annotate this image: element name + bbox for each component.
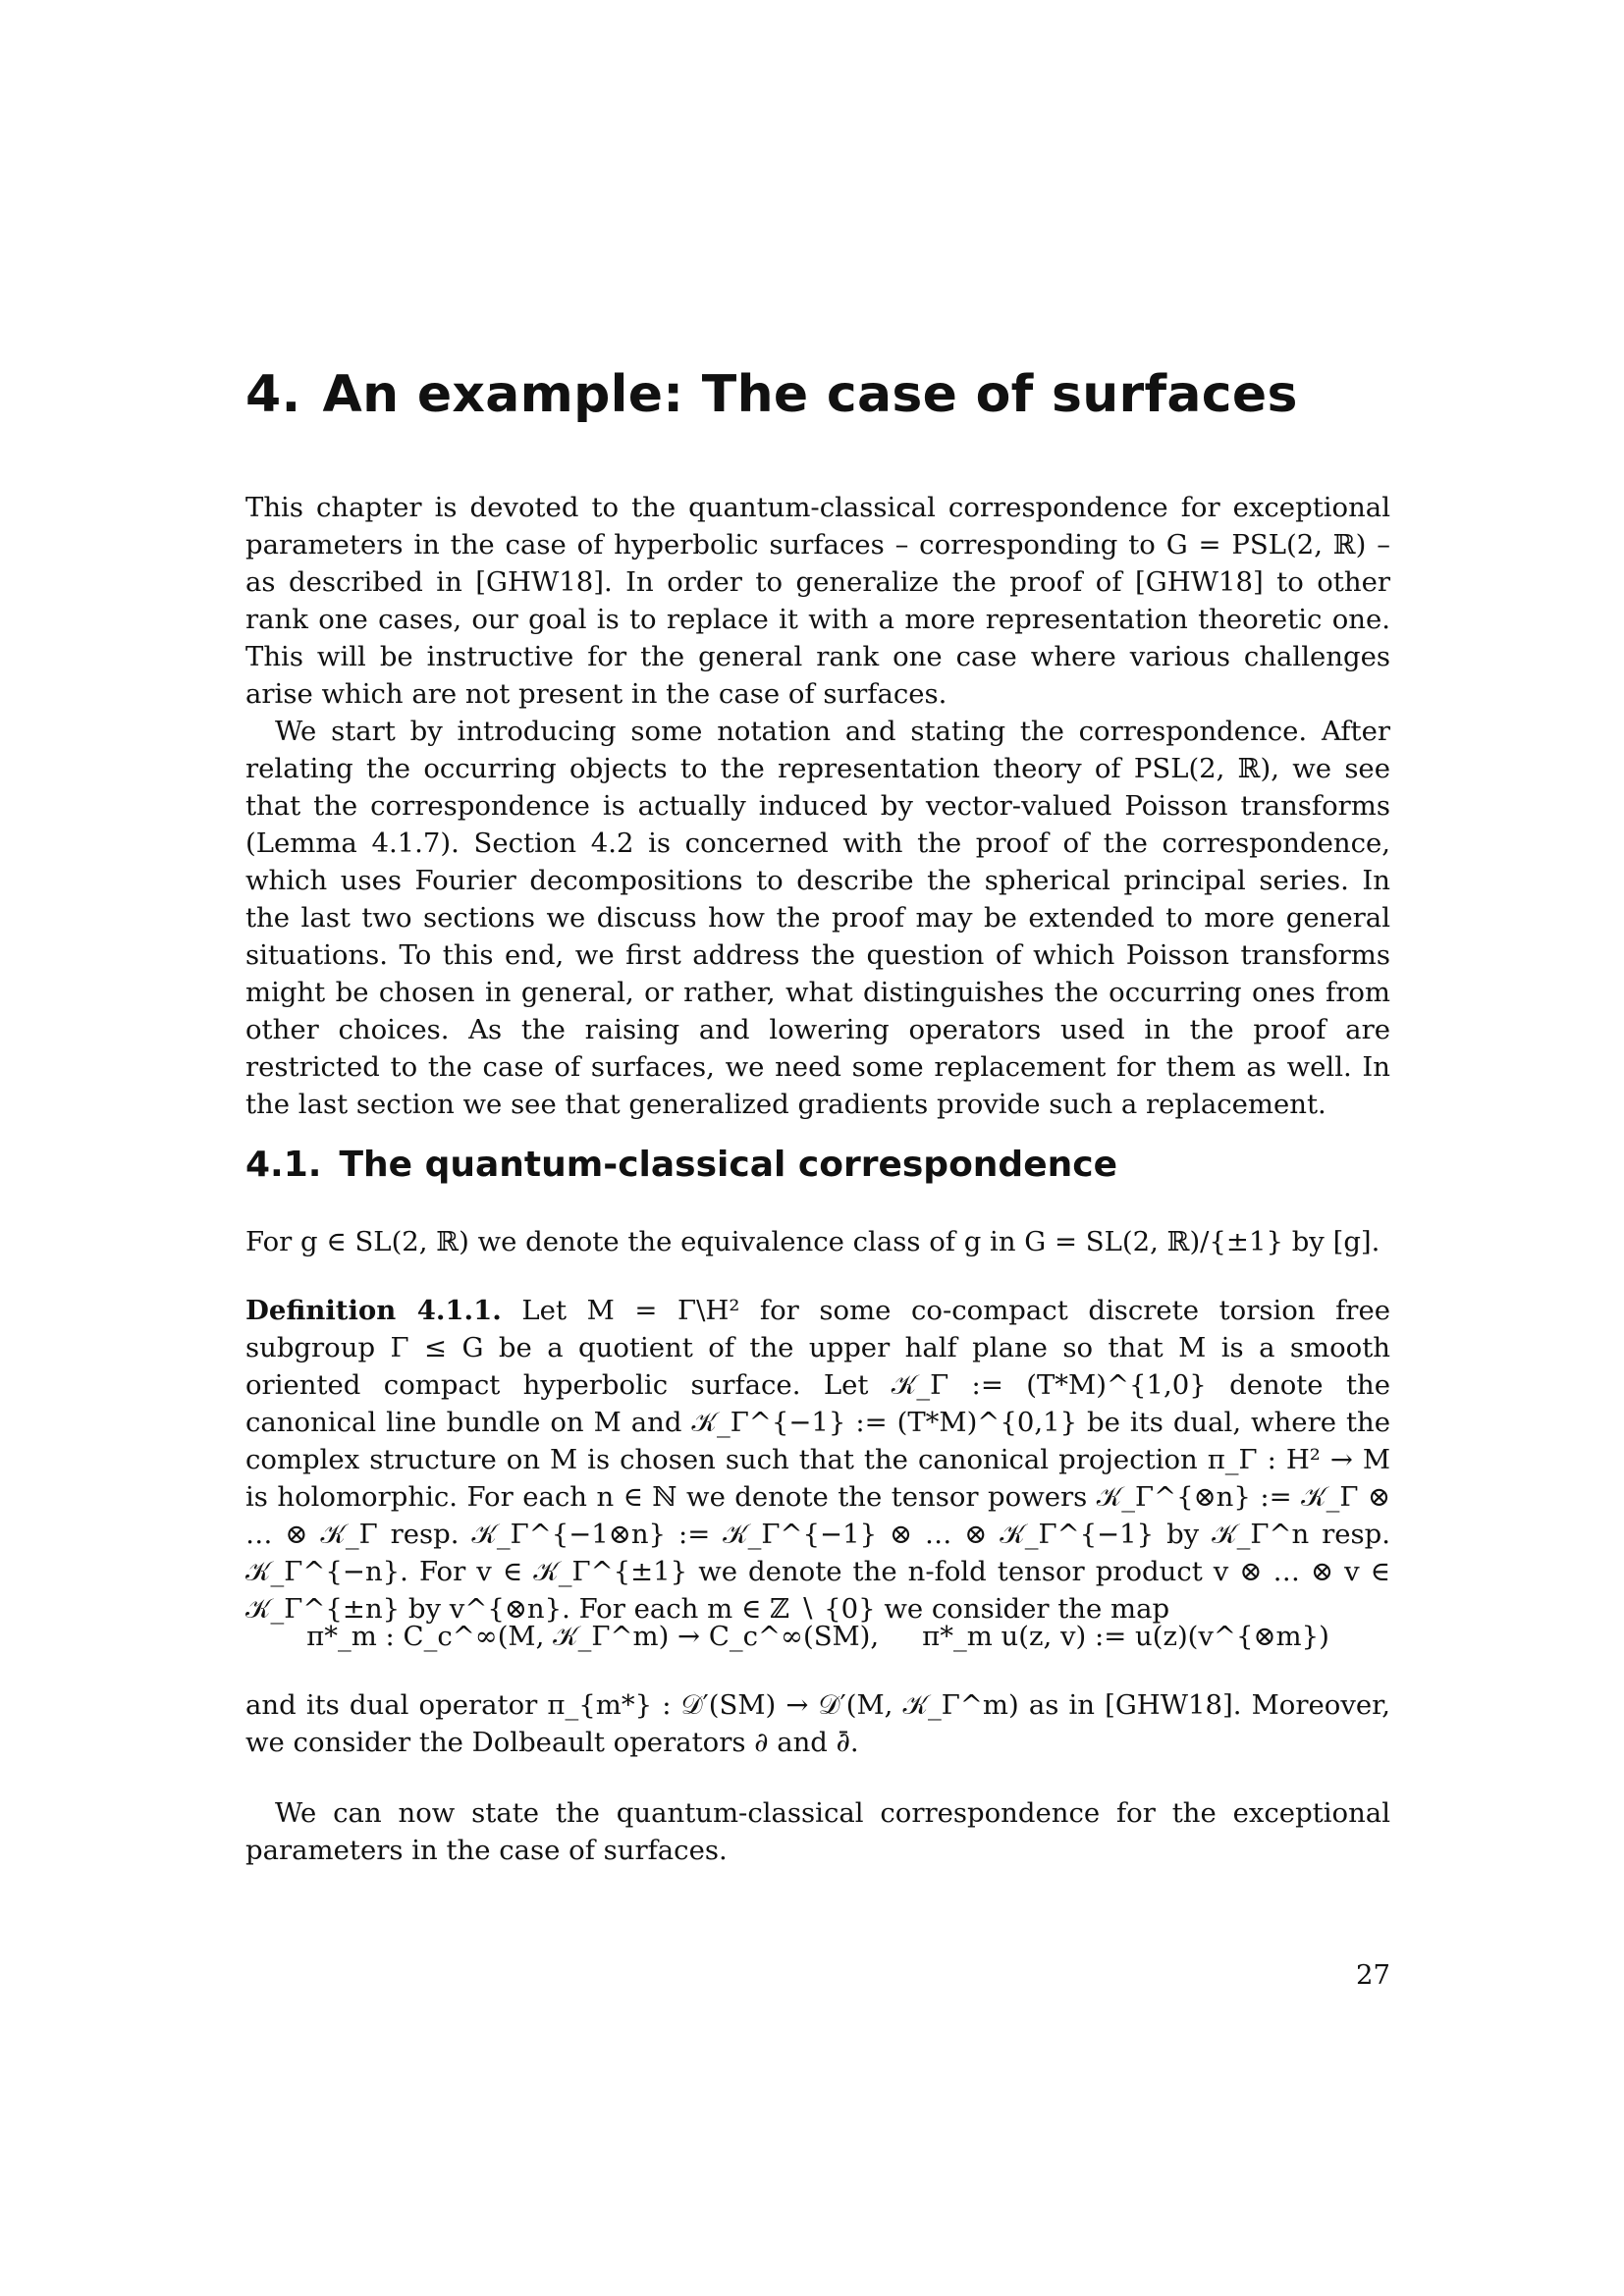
display-equation (245, 1621, 1390, 1653)
notation-paragraph: For g ∈ SL(2, ℝ) we denote the equivalence class of g in G = SL(2, ℝ)/{±1} by [g]. (245, 1226, 1380, 1257)
equation-definition: π*_m u(z, v) := u(z)(v^{⊗m}) (922, 1621, 1329, 1652)
intro-text (245, 489, 1390, 1123)
definition-block (245, 1292, 1390, 1628)
definition-label: Definition 4.1.1. (245, 1295, 502, 1326)
dual-operator-paragraph: and its dual operator π_{m*} : 𝒟′(SM) → 𝒟′(M, 𝒦_Γ^m) as in [GHW18]. Moreover, we consider the Dolbeault operators ∂ and ∂̄. (245, 1689, 1390, 1758)
closing-text (245, 1794, 1390, 1869)
definition-continuation (245, 1686, 1390, 1761)
definition-paragraph (245, 1292, 1390, 1628)
section-heading (245, 1145, 1117, 1185)
intro-paragraph-1: This chapter is devoted to the quantum-classical correspondence for exceptional parameters in the case of hyperbolic surfaces – corresponding to G = PSL(2, ℝ) – as described in [GHW18]. In order to generalize the proof of [GHW18] to other rank one cases, our goal is to replace it with a more representation theoretic one. This will be instructive for the general rank one case where various challenges arise which are not present in the case of surfaces. (245, 492, 1390, 710)
definition-text: Let M = Γ\H² for some co-compact discrete torsion free subgroup Γ ≤ G be a quotient of the upper half plane so that M is a smooth oriented compact hyperbolic surface. Let 𝒦_Γ := (T*M)^{1,0} denote the canonical line bundle on M and 𝒦_Γ^{−1} := (T*M)^{0,1} be its dual, where the complex structure on M is chosen such that the canonical projection π_Γ : H² → M is holomorphic. For each n ∈ ℕ we denote the tensor powers 𝒦_Γ^{⊗n} := 𝒦_Γ ⊗ … ⊗ 𝒦_Γ resp. 𝒦_Γ^{−1⊗n} := 𝒦_Γ^{−1} ⊗ … ⊗ 𝒦_Γ^{−1} by 𝒦_Γ^n resp. 𝒦_Γ^{−n}. For v ∈ 𝒦_Γ^{±1} we denote the n-fold tensor product v ⊗ … ⊗ v ∈ 𝒦_Γ^{±n} by v^{⊗n}. For each m ∈ ℤ ∖ {0} we consider the map (245, 1295, 1390, 1625)
closing-paragraph: We can now state the quantum-classical correspondence for the exceptional parameters in the case of surfaces. (245, 1797, 1390, 1866)
chapter-heading (245, 365, 1298, 424)
chapter-number: 4. (245, 365, 301, 424)
chapter-title: An example: The case of surfaces (322, 365, 1298, 424)
section-title: The quantum-classical correspondence (339, 1145, 1117, 1185)
notation-text (245, 1223, 1390, 1260)
intro-paragraph-2: We start by introducing some notation and stating the correspondence. After relating the occurring objects to the representation theory of PSL(2, ℝ), we see that the correspondence is actually induced by vector-valued Poisson transforms (Lemma 4.1.7). Section 4.2 is concerned with the proof of the correspondence, which uses Fourier decompositions to describe the spherical principal series. In the last two sections we discuss how the proof may be extended to more general situations. To this end, we first address the question of which Poisson transforms might be chosen in general, or rather, what distinguishes the occurring ones from other choices. As the raising and lowering operators used in the proof are restricted to the case of surfaces, we need some replacement for them as well. In the last section we see that generalized gradients provide such a replacement. (245, 716, 1390, 1120)
equation-map: π*_m : C_c^∞(M, 𝒦_Γ^m) → C_c^∞(SM), (306, 1621, 880, 1652)
section-number: 4.1. (245, 1145, 322, 1185)
page-number: 27 (1356, 1959, 1390, 1991)
